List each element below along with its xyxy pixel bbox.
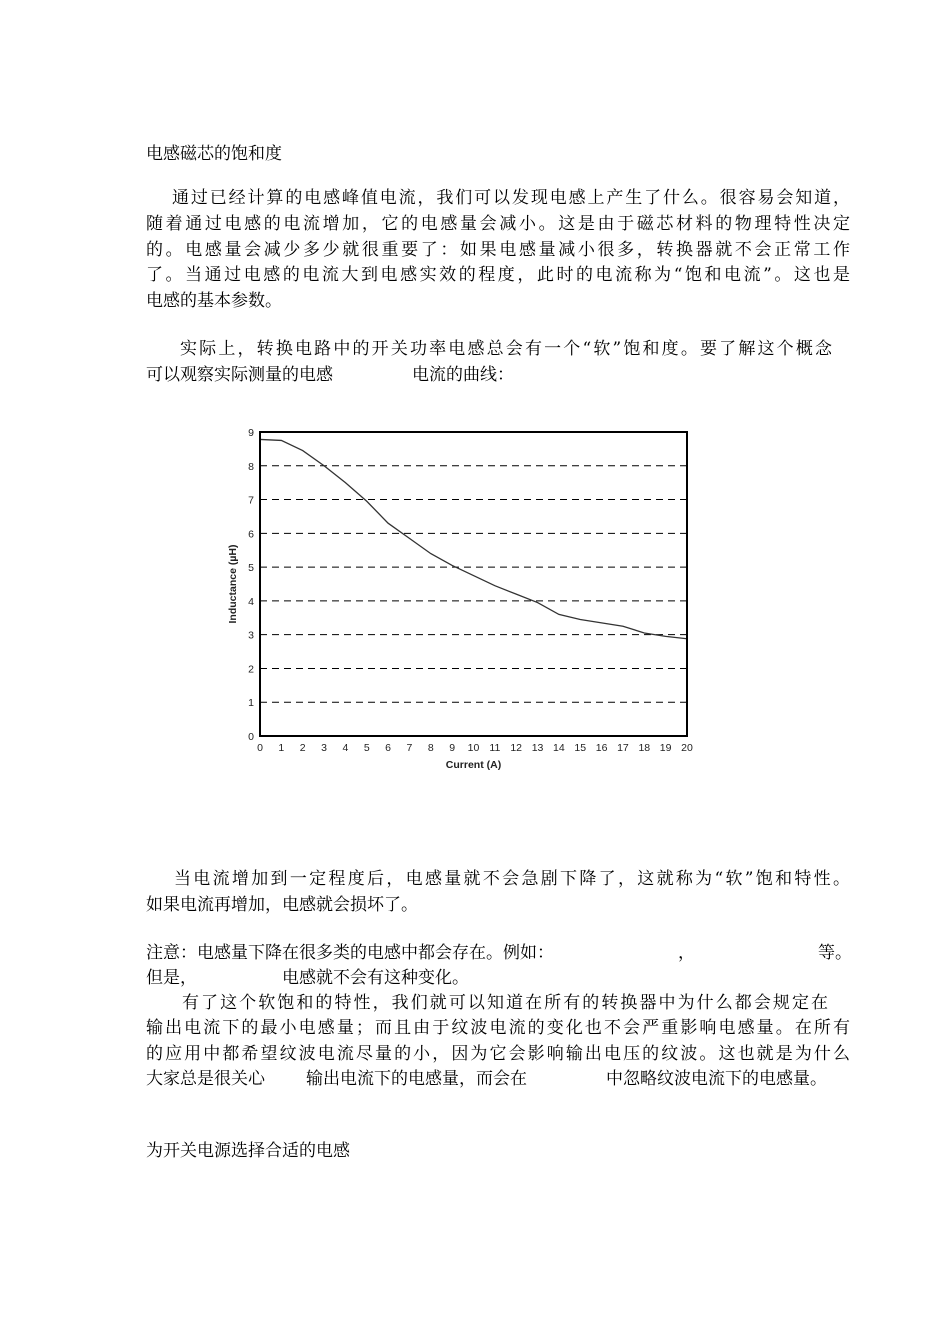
- note-line: 等。: [818, 943, 852, 963]
- paragraph-line: 有了这个软饱和的特性，我们就可以知道在所有的转换器中为什么都会规定在: [182, 993, 828, 1013]
- paragraph-line: 的应用中都希望纹波电流尽量的小，因为它会影响输出电压的纹波。这也就是为什么: [146, 1044, 850, 1064]
- x-tick-label: 9: [449, 742, 456, 754]
- y-axis-label: Inductance (µH): [227, 544, 239, 624]
- x-tick-label: 19: [659, 742, 672, 754]
- note-line: 电感就不会有这种变化。: [282, 968, 469, 988]
- paragraph-line: 通过已经计算的电感峰值电流，我们可以发现电感上产生了什么。很容易会知道，: [172, 188, 850, 208]
- paragraph-line: 了。当通过电感的电流大到电感实效的程度，此时的电流称为“饱和电流”。这也是: [146, 265, 850, 285]
- paragraph-line: 实际上，转换电路中的开关功率电感总会有一个“软”饱和度。要了解这个概念: [180, 339, 832, 359]
- paragraph-line: 当电流增加到一定程度后，电感量就不会急剧下降了，这就称为“软”饱和特性。: [174, 869, 850, 889]
- y-tick-label: 3: [248, 629, 254, 642]
- x-tick-label: 17: [617, 742, 629, 754]
- chart-grid: [260, 466, 687, 702]
- x-tick-label: 20: [681, 742, 693, 754]
- paragraph-line: 随着通过电感的电流增加，它的电感量会减小。这是由于磁芯材料的物理特性决定: [146, 214, 850, 234]
- x-tick-label: 18: [638, 742, 651, 754]
- x-tick-label: 4: [342, 742, 349, 754]
- chart-ticks: [248, 427, 693, 754]
- chart-series: [260, 439, 687, 638]
- y-tick-label: 5: [248, 562, 254, 575]
- x-axis-label: Current (A): [445, 759, 502, 771]
- note-line: 注意：电感量下降在很多类的电感中都会存在。例如：: [146, 943, 554, 963]
- paragraph-line: 电流的曲线：: [412, 365, 514, 385]
- section-title-core-saturation: 电感磁芯的饱和度: [146, 144, 282, 164]
- x-tick-label: 6: [385, 742, 392, 754]
- x-tick-label: 11: [489, 742, 501, 754]
- x-tick-label: 2: [299, 742, 306, 754]
- paragraph-line: 的。电感量会减少多少就很重要了：如果电感量减小很多，转换器就不会正常工作: [146, 240, 850, 260]
- x-tick-label: 12: [510, 742, 523, 754]
- paragraph-line: 输出电流下的最小电感量；而且由于纹波电流的变化也不会严重影响电感量。在所有: [146, 1018, 850, 1038]
- x-tick-label: 10: [467, 742, 480, 754]
- paragraph-line: 如果电流再增加，电感就会损坏了。: [146, 895, 418, 915]
- x-tick-label: 14: [553, 742, 565, 754]
- y-tick-label: 0: [248, 731, 254, 743]
- x-tick-label: 3: [321, 742, 327, 754]
- paragraph-line: 中忽略纹波电流下的电感量。: [606, 1069, 827, 1089]
- paragraph-line: 大家总是很关心: [146, 1069, 265, 1089]
- x-tick-label: 5: [363, 742, 370, 754]
- x-tick-label: 13: [531, 742, 544, 754]
- x-tick-label: 0: [257, 742, 263, 754]
- note-line: 但是，: [146, 968, 197, 988]
- x-tick-label: 15: [574, 742, 587, 754]
- x-tick-label: 7: [406, 742, 413, 754]
- y-tick-label: 4: [248, 595, 254, 608]
- note-line: ，: [678, 943, 695, 963]
- series-line: [260, 439, 687, 638]
- y-tick-label: 8: [248, 460, 254, 473]
- plot-frame: [260, 432, 687, 736]
- y-tick-label: 2: [248, 663, 254, 676]
- y-tick-label: 7: [248, 494, 254, 507]
- y-tick-label: 6: [248, 528, 254, 541]
- section-title-choose-inductor: 为开关电源选择合适的电感: [146, 1141, 350, 1161]
- y-tick-label: 9: [248, 427, 254, 439]
- inductance-current-chart: [222, 420, 702, 780]
- paragraph-line: 输出电流下的电感量，而会在: [306, 1069, 527, 1089]
- x-tick-label: 8: [427, 742, 434, 754]
- paragraph-line: 可以观察实际测量的电感: [146, 365, 333, 385]
- x-tick-label: 16: [595, 742, 608, 754]
- y-tick-label: 1: [248, 697, 254, 710]
- paragraph-line: 电感的基本参数。: [146, 291, 282, 311]
- x-tick-label: 1: [278, 742, 285, 754]
